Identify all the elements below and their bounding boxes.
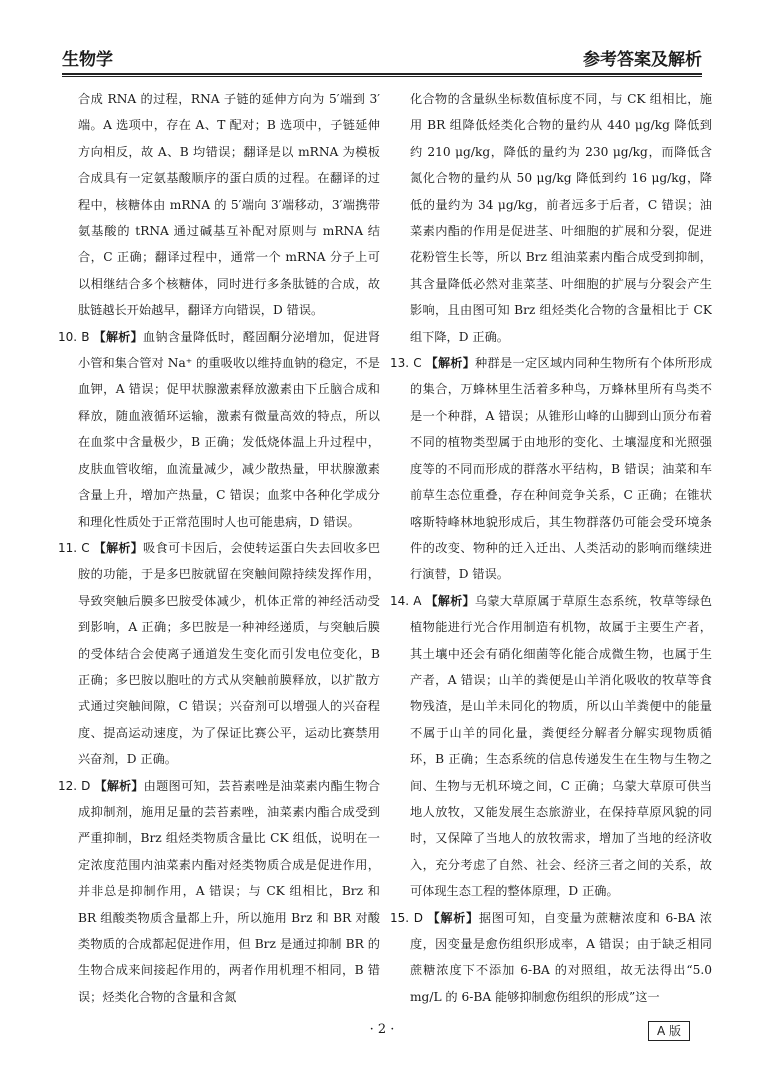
page-header — [62, 44, 702, 70]
analysis-tag: 【解析】 — [425, 593, 475, 608]
answer-12 — [58, 773, 380, 1011]
header-rule-thick — [62, 73, 702, 75]
answer-10 — [58, 324, 380, 535]
answer-text: 由题图可知，芸苔素唑是油菜素内酯生物合成抑制剂，施用足量的芸苔素唑，油菜素内酯合成受到严重抑制，Brz 组烃类物质含量比 CK 组低，说明在一定浓度范围内油菜素内酯对烃类物质合成是促进作用，并非总是抑制作用，A 错误；与 CK 组相比，Brz 和 BR 组酸类物质含量都上升，所以施用 Brz 和 BR 对酸类物质的合成都起促进作用，但 Brz 是通过抑制 BR 的生物合成来间接起作用的，两者作用机理不相同，B 错误；烃类化合物的含量和含氮 — [78, 778, 380, 1004]
answer-text: 种群是一定区域内同种生物所有个体所形成的集合，万蜂林里生活着多种鸟，万蜂林里所有鸟类不是一个种群，A 错误；从锥形山峰的山脚到山顶分布着不同的植物类型属于由地形的变化、土壤湿度和光照强度等的不同而形成的群落水平结构，B 错误；油菜和车前草生态位重叠，存在种间竞争关系，C 正确；在锥状喀斯特峰林地貌形成后，其生物群落仍可能会受环境条件的改变、物种的迁入迁出、人类活动的影响而继续进行演替，D 错误。 — [410, 356, 712, 582]
answer-number: 13. C — [390, 356, 422, 371]
analysis-tag: 【解析】 — [93, 540, 143, 555]
analysis-tag: 【解析】 — [427, 910, 479, 925]
answer-14 — [390, 588, 712, 905]
section-title: 参考答案及解析 — [583, 50, 702, 70]
left-column — [58, 86, 380, 1010]
right-column — [390, 86, 712, 1010]
answer-13 — [390, 350, 712, 588]
answer-number: 12. D — [58, 778, 91, 793]
answer-number: 14. A — [390, 593, 422, 608]
analysis-tag: 【解析】 — [93, 329, 143, 344]
analysis-tag: 【解析】 — [94, 778, 144, 793]
edition-badge: A 版 — [648, 1021, 690, 1041]
answer-text: 乌蒙大草原属于草原生态系统，牧草等绿色植物能进行光合作用制造有机物，故属于主要生产者，其土壤中还会有硝化细菌等化能合成微生物，也属于生产者，A 错误；山羊的粪便是山羊消化吸收的牧草等食物残渣，是山羊未同化的物质，所以山羊粪便中的能量不属于山羊的同化量，粪便经分解者分解实现物质循环，B 正确；生态系统的信息传递发生在生物与生物之间、生物与无机环境之间，C 正确；乌蒙大草原可供当地人放牧，又能发展生态旅游业，在保持草原风貌的同时，又保障了当地人的放牧需求，增加了当地的经济收入，充分考虑了自然、社会、经济三者之间的关系，故可体现生态工程的整体原理，D 正确。 — [410, 593, 712, 899]
page-number: · 2 · — [369, 1022, 395, 1037]
answer-number: 10. B — [58, 329, 90, 344]
subject-title: 生物学 — [62, 50, 113, 70]
answer-number: 11. C — [58, 540, 90, 555]
header-rule-thin — [62, 76, 702, 77]
answer-15 — [390, 905, 712, 1011]
answer-11 — [58, 535, 380, 773]
answer-number: 15. D — [390, 910, 423, 925]
answer-text: 据图可知，自变量为蔗糖浓度和 6-BA 浓度，因变量是愈伤组织形成率，A 错误；由于缺乏相同蔗糖浓度下不添加 6-BA 的对照组，故无法得出“5.0 mg/L 的 6-BA 能够抑制愈伤组织的形成”这一 — [410, 910, 712, 1004]
analysis-tag: 【解析】 — [425, 356, 475, 371]
answer-text: 吸食可卡因后，会使转运蛋白失去回收多巴胺的功能，于是多巴胺就留在突触间隙持续发挥作用，导致突触后膜多巴胺受体减少，机体正常的神经活动受到影响，A 正确；多巴胺是一种神经递质，与突触后膜的受体结合会使离子通道发生变化而引发电位变化，B 正确；多巴胺以胞吐的方式从突触前膜释放，以扩散方式通过突触间隙，C 错误；兴奋剂可以增强人的兴奋程度、提高运动速度，为了保证比赛公平，运动比赛禁用兴奋剂，D 正确。 — [78, 540, 380, 767]
answer-12-continued: 化合物的含量纵坐标数值标度不同，与 CK 组相比，施用 BR 组降低烃类化合物的量约从 440 μg/kg 降低到约 210 μg/kg，降低的量约为 230 μg/kg，而降低含氮化合物的量约从 50 μg/kg 降低到约 16 μg/kg，降低的量约为 34 μg/kg，前者远多于后者，C 错误；油菜素内酯的作用是促进茎、叶细胞的扩展和分裂，促进花粉管生长等，所以 Brz 组油菜素内酯合成受到抑制，其含量降低必然对韭菜茎、叶细胞的扩展与分裂会产生影响，且由图可知 Brz 组烃类化合物的含量相比于 CK 组下降，D 正确。 — [410, 92, 712, 344]
answer-text: 血钠含量降低时，醛固酮分泌增加，促进肾小管和集合管对 Na⁺ 的重吸收以维持血钠的稳定，不是血钾，A 错误；促甲状腺激素释放激素由下丘脑合成和释放，随血液循环运输，激素有微量高效的特点，所以在血浆中含量极少，B 正确；发低烧体温上升过程中，皮肤血管收缩，血流量减少，减少散热量，甲状腺激素含量上升，增加产热量，C 错误；血浆中各种化学成分和理化性质处于正常范围时人也可能患病，D 错误。 — [78, 329, 380, 529]
answer-9-continued: 合成 RNA 的过程，RNA 子链的延伸方向为 5′端到 3′端。A 选项中，存在 A、T 配对；B 选项中，子链延伸方向相反，故 A、B 均错误；翻译是以 mRNA 为模板合成具有一定氨基酸顺序的蛋白质的过程。在翻译的过程中，核糖体由 mRNA 的 5′端向 3′端移动，3′端携带氨基酸的 tRNA 通过碱基互补配对原则与 mRNA 结合，C 正确；翻译过程中，通常一个 mRNA 分子上可以相继结合多个核糖体，同时进行多条肽链的合成，故肽链越长开始越早，翻译方向错误，D 错误。 — [78, 92, 380, 318]
